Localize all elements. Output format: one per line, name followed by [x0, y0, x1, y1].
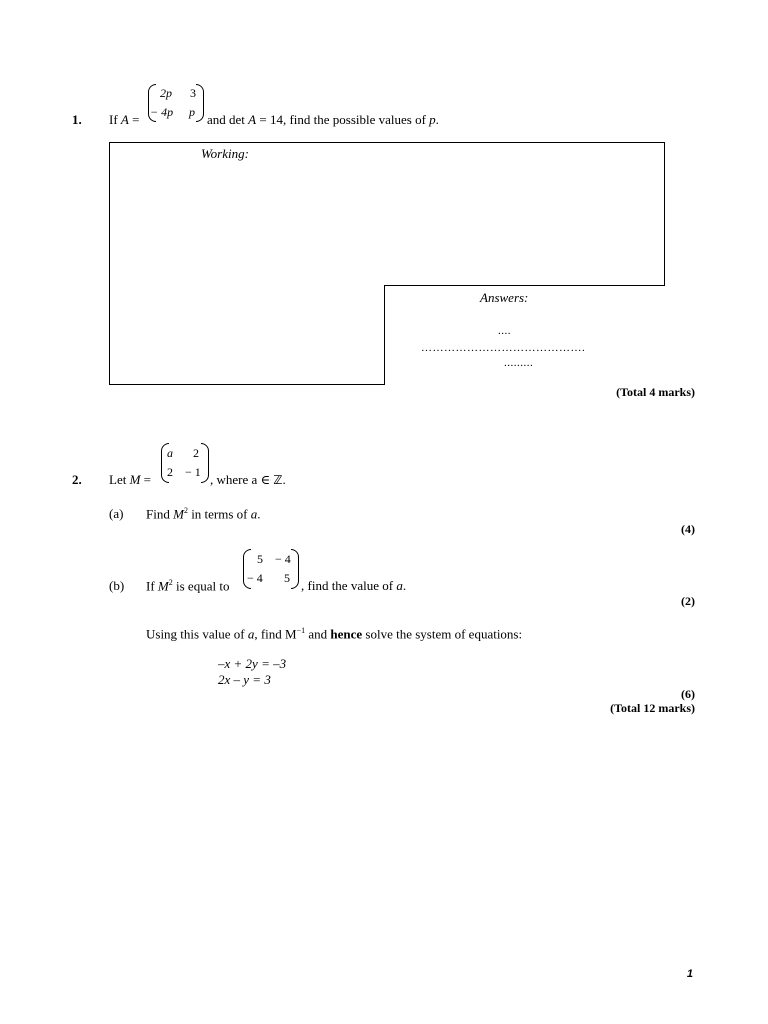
- matrix-m-r2c1: 2: [167, 465, 173, 479]
- part-b-text: If $M^2$ is equal to: [146, 578, 230, 594]
- box-step-left: [384, 285, 385, 385]
- question-2-domain: , where a ∈ ℤ.: [210, 472, 286, 487]
- part-c-text: Using this value of a, find $M^{-1}$ and hence solve the system of equations:: [146, 626, 523, 642]
- matrix-m: [161, 443, 209, 483]
- matrix-m-r1c2: 2: [193, 446, 199, 460]
- part-a-text: Find $M^2$ in terms of a.: [146, 506, 261, 522]
- part-b-question: , find the value of a.: [301, 578, 407, 593]
- working-label: Working:: [201, 146, 249, 161]
- question-1-stem: If A =: [109, 112, 140, 127]
- matrix-m-r1c1: a: [167, 446, 173, 460]
- matrix-a: [148, 84, 204, 122]
- matrix-m-r2c2: − 1: [185, 465, 201, 479]
- part-b-marks: (2): [681, 594, 695, 608]
- part-b-label: (b): [109, 578, 125, 593]
- part-a-marks: (4): [681, 522, 695, 536]
- matrix-b-r2c2: 5: [284, 571, 290, 585]
- part-c-marks: (6): [681, 687, 695, 701]
- question-2-stem: Let M =: [109, 472, 152, 487]
- question-1-condition: and det A = 14, find the possible values of p.: [207, 112, 439, 127]
- matrix-b-r1c1: 5: [257, 552, 263, 566]
- matrix-a-r1c1: 2p: [160, 86, 172, 100]
- right-parenthesis: [201, 443, 209, 483]
- box-right-border: [664, 142, 665, 286]
- answer-line-3[interactable]: .........: [504, 357, 534, 369]
- matrix-b-r1c2: − 4: [275, 552, 291, 566]
- matrix-a-r2c2: p: [189, 105, 195, 119]
- box-step-top: [384, 285, 665, 286]
- page-number: 1: [686, 968, 693, 980]
- box-bottom-border: [109, 384, 385, 385]
- answers-label: Answers:: [480, 290, 529, 305]
- question-1-number: 1.: [72, 112, 82, 127]
- right-parenthesis: [196, 84, 204, 122]
- question-2-number: 2.: [72, 472, 82, 487]
- box-left-border: [109, 142, 110, 385]
- equation-1: –x + 2y = –3: [218, 656, 287, 671]
- answer-line-1[interactable]: ....: [498, 325, 511, 337]
- matrix-m-squared: [243, 549, 299, 589]
- box-top-border: [109, 142, 665, 143]
- integer-set-symbol: ℤ: [273, 473, 283, 487]
- answer-line-2[interactable]: …………………………………….: [421, 342, 586, 354]
- matrix-a-r1c2: 3: [190, 86, 196, 100]
- matrix-a-r2c1: − 4p: [150, 105, 174, 119]
- right-parenthesis: [291, 549, 299, 589]
- question-2-total-marks: (Total 12 marks): [610, 701, 695, 715]
- equation-2: 2x – y = 3: [218, 672, 271, 687]
- part-a-label: (a): [109, 506, 124, 521]
- question-1-total-marks: (Total 4 marks): [616, 385, 695, 399]
- matrix-b-r2c1: − 4: [247, 571, 263, 585]
